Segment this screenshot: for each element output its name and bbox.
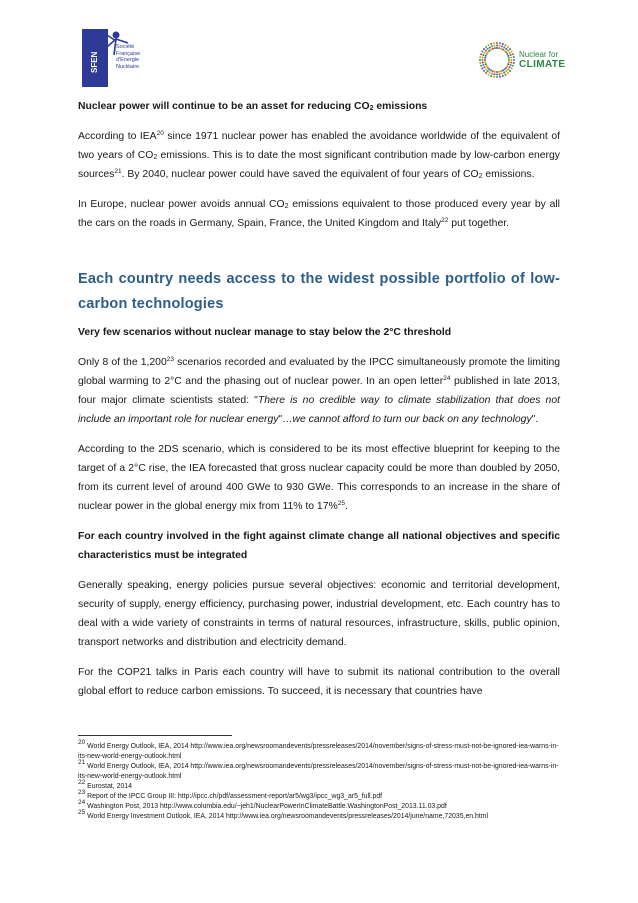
heading-text: Nuclear power will continue to be an asset for reducing CO (78, 101, 370, 112)
heading-text: emissions (373, 101, 428, 112)
paragraph (78, 127, 560, 184)
text: emissions. This is to date the most significant contribution made by low-carbon energy sources (78, 150, 560, 180)
subscript: 2 (284, 203, 289, 210)
quote-text: There is no credible way to climate stabilization that does not include an important role for nuclear energy (78, 395, 560, 425)
text: Only 8 of the 1,200 (78, 357, 167, 368)
text: ". (531, 414, 539, 425)
text: According to the 2DS scenario, which is considered to be its most effective blueprint for keeping to the target of a 2°C rise, the IEA forecasted that gross nuclear capacity could be more than doubled by 2050, from its current level of around 400 GWe to 930 GWe. This corresponds to an increase in the share of nuclear power in the global energy mix from 11% to 17% (78, 444, 560, 512)
text: In Europe, nuclear power avoids annual CO (78, 199, 285, 210)
footnote-ref: 23 (166, 356, 174, 363)
paragraph: For the COP21 talks in Paris each country will have to submit its national contribution to the overall global effort to reduce carbon emissions. To succeed, it is necessary that countries have (78, 667, 560, 697)
paragraph (78, 195, 560, 233)
dotted-ring-icon (478, 41, 516, 79)
footnote-number: 24 (78, 799, 86, 806)
paragraph (78, 440, 560, 516)
footnote-text: Washington Post, 2013 http://www.columbia.edu/~jeh1/NuclearPowerInClimateBattle.WashingtonPost_2013.11.03.pdf (85, 803, 447, 810)
text: . (344, 501, 348, 512)
footnote-number: 20 (78, 739, 86, 746)
sfen-logo-text (116, 44, 140, 70)
subscript: 2 (369, 105, 374, 112)
footnote-ref: 20 (156, 130, 164, 137)
footnote-number: 25 (78, 809, 86, 816)
subscript: 2 (153, 154, 158, 161)
text: emissions. (482, 169, 535, 180)
footnote-ref: 21 (114, 168, 122, 175)
footnote-ref: 24 (443, 375, 451, 382)
footnotes (78, 735, 560, 822)
paragraph: Generally speaking, energy policies pursue several objectives: economic and territorial development, security of supply, energy efficiency, purchasing power, industrial development, etc. Each country has to deal with a wide variety of constraints in terms of natural resources, infrastructure, skills, public opinion, transport networks and distribution and electricity demand. (78, 580, 560, 648)
footnote-text: World Energy Outlook, IEA, 2014 http://www.iea.org/newsroomandevents/pressreleases/2014/november/signs-of-stress-must-not-be-ignored-iea-warns-in-its-new-world-energy-outlook.html (78, 763, 559, 780)
subheading-scenarios: Very few scenarios without nuclear manage to stay below the 2°C threshold (78, 327, 452, 338)
footnote-text: World Energy Outlook, IEA, 2014 http://www.iea.org/newsroomandevents/pressreleases/2014/november/signs-of-stress-must-not-be-ignored-iea-warns-in-its-new-world-energy-outlook.html (78, 743, 559, 760)
quote-text: we cannot afford to turn our back on any technology (292, 414, 532, 425)
footnote (78, 789, 560, 802)
sfen-line: Nucléaire (116, 63, 140, 70)
text: put together. (448, 218, 510, 229)
footnote-number: 22 (78, 779, 86, 786)
main-content (78, 97, 560, 712)
footnote (78, 739, 560, 762)
subscript: 2 (478, 173, 483, 180)
sfen-line: Française (116, 50, 141, 57)
subheading-national-objectives: For each country involved in the fight against climate change all national objectives and specific characteristics must be integrated (78, 531, 560, 561)
paragraph (78, 353, 560, 429)
sfen-line: d'Energie (116, 57, 140, 64)
text: emissions equivalent to those produced every year by all the cars on the roads in Germany, Spain, France, the United Kingdom and Italy (78, 199, 560, 229)
footnote-ref: 25 (337, 500, 345, 507)
footnote-number: 21 (78, 759, 86, 766)
text: . By 2040, nuclear power could have saved the equivalent of four years of CO (121, 169, 479, 180)
footnote (78, 799, 560, 812)
nuclear-logo-line1: Nuclear for (519, 50, 559, 59)
section-heading-co2 (78, 97, 560, 116)
text: since 1971 nuclear power has enabled the avoidance worldwide of the equivalent of two years of CO (78, 131, 560, 161)
sfen-logo-box-text: SFEN (90, 51, 99, 73)
text: "… (278, 414, 293, 425)
text: According to IEA (78, 131, 157, 142)
footnote-text: Report of the IPCC Group III: http://ipcc.ch/pdf/assessment-report/ar5/wg3/ipcc_wg3_ar5_full.pdf (85, 793, 383, 800)
footnote-number: 23 (78, 789, 86, 796)
sfen-line: Société (116, 44, 135, 50)
sfen-logo (82, 29, 174, 91)
nuclear-for-climate-logo (478, 41, 568, 81)
footnote-text: Eurostat, 2014 (85, 783, 132, 790)
section-title: Each country needs access to the widest possible portfolio of low-carbon technologies (78, 271, 560, 312)
nuclear-logo-line2: CLIMATE (519, 59, 566, 70)
footnote (78, 759, 560, 782)
footnote-divider (78, 735, 232, 736)
text: scenarios recorded and evaluated by the IPCC simultaneously promote the limiting global warming to 2°C and the phasing out of nuclear power. In an open letter (78, 357, 561, 387)
footnote-ref: 22 (441, 217, 449, 224)
footnote-text: World Energy Investment Outlook, IEA, 2014 http://www.iea.org/newsroomandevents/pressreleases/2014/june/name,72035,en.html (85, 813, 489, 820)
text: published in late 2013, four major climate scientists stated: " (78, 376, 560, 406)
footnote (78, 809, 560, 822)
footnote (78, 779, 560, 792)
